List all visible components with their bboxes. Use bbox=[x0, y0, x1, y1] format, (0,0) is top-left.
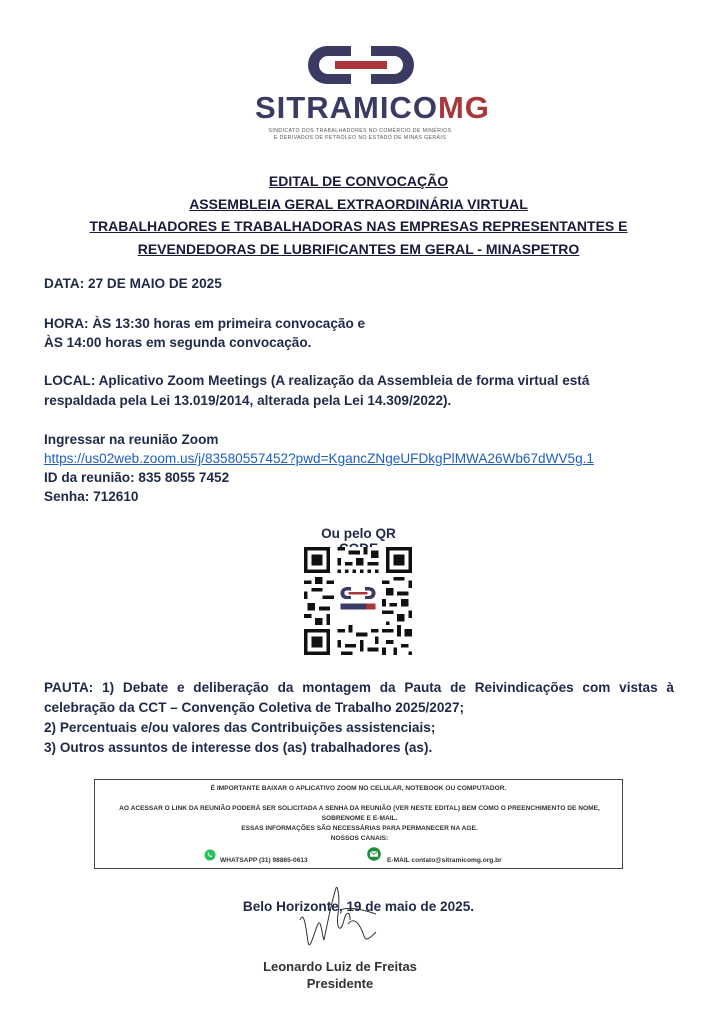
signer-role: Presidente bbox=[306, 976, 374, 991]
notice-line-1: É IMPORTANTE BAIXAR O APLICATIVO ZOOM NO CELULAR, NOTEBOOK OU COMPUTADOR. bbox=[210, 785, 507, 792]
logo-wordmark: SITRAMICOMG bbox=[255, 90, 490, 125]
zoom-password: Senha: 712610 bbox=[44, 489, 139, 504]
document-header bbox=[40, 170, 677, 260]
zoom-info bbox=[44, 430, 594, 506]
mail-icon bbox=[367, 847, 381, 861]
logo-mark-icon bbox=[305, 42, 417, 88]
agenda-item-3: 3) Outros assuntos de interesse dos (as) trabalhadores (as). bbox=[44, 740, 433, 755]
meeting-location: LOCAL: Aplicativo Zoom Meetings (A realização da Assembleia de forma virtual está respaldada pela Lei 13.019/2014, alterada pela Lei 14.309/2022). bbox=[44, 373, 590, 408]
zoom-title: Ingressar na reunião Zoom bbox=[44, 432, 219, 447]
meeting-date: DATA: 27 DE MAIO DE 2025 bbox=[44, 276, 222, 291]
meeting-time: HORA: ÀS 13:30 horas em primeira convocação e ÀS 14:00 horas em segunda convocação. bbox=[44, 316, 366, 350]
notice-lines: AO ACESSAR O LINK DA REUNIÃO PODERÁ SER SOLICITADA A SENHA DA REUNIÃO (VER NESTE EDITAL) BEM COMO O PREENCHIMENTO DE NOME, SOBRENOME E E-MAIL. ESSAS INFORMAÇÕES SÃO NECESSÁRIAS PARA PERMANECER NA AGE. NOSSOS CANAIS: bbox=[119, 805, 600, 842]
signatory bbox=[240, 958, 440, 992]
title-line-2: ASSEMBLEIA GERAL EXTRAORDINÁRIA VIRTUAL bbox=[189, 195, 528, 212]
city-date: Belo Horizonte, 19 de maio de 2025. bbox=[242, 899, 475, 914]
agenda-item-2: 2) Percentuais e/ou valores das Contribuições assistenciais; bbox=[44, 720, 436, 735]
zoom-link[interactable]: https://us02web.zoom.us/j/83580557452?pwd=KgancZNgeUFDkgPlMWA26Wb67dWV5g.1 bbox=[44, 451, 594, 466]
signer-name: Leonardo Luiz de Freitas bbox=[263, 959, 417, 974]
email-contact: E-MAIL contato@sitramicomg.org.br bbox=[387, 857, 502, 864]
notice-box bbox=[94, 779, 623, 869]
sitramicomg-logo bbox=[255, 42, 490, 142]
agenda bbox=[44, 678, 674, 758]
agenda-item-1: PAUTA: 1) Debate e deliberação da montagem da Pauta de Reivindicações com vistas à celebração da CCT – Convenção Coletiva de Trabalho 2025/2027; bbox=[44, 680, 674, 715]
whatsapp-contact: WHATSAPP (31) 98865-0613 bbox=[220, 857, 308, 864]
qr-title: Ou pelo QR bbox=[321, 526, 396, 541]
zoom-meeting-id: ID da reunião: 835 8055 7452 bbox=[44, 470, 230, 485]
title-line-1: EDITAL DE CONVOCAÇÃO bbox=[268, 173, 449, 189]
signature-icon bbox=[280, 880, 390, 960]
whatsapp-icon bbox=[204, 849, 216, 861]
logo-subtitle: SINDICATO DOS TRABALHADORES NO COMÉRCIO DE MINÉRIOS E DERIVADOS DE PETRÓLEO NO ESTADO DE MINAS GERAIS bbox=[268, 128, 452, 141]
title-line-4: REVENDEDORAS DE LUBRIFICANTES EM GERAL - MINASPETRO bbox=[137, 240, 580, 257]
qr-code-icon[interactable] bbox=[304, 547, 412, 655]
title-line-3: TRABALHADORES E TRABALHADORAS NAS EMPRESAS REPRESENTANTES E bbox=[89, 218, 628, 234]
